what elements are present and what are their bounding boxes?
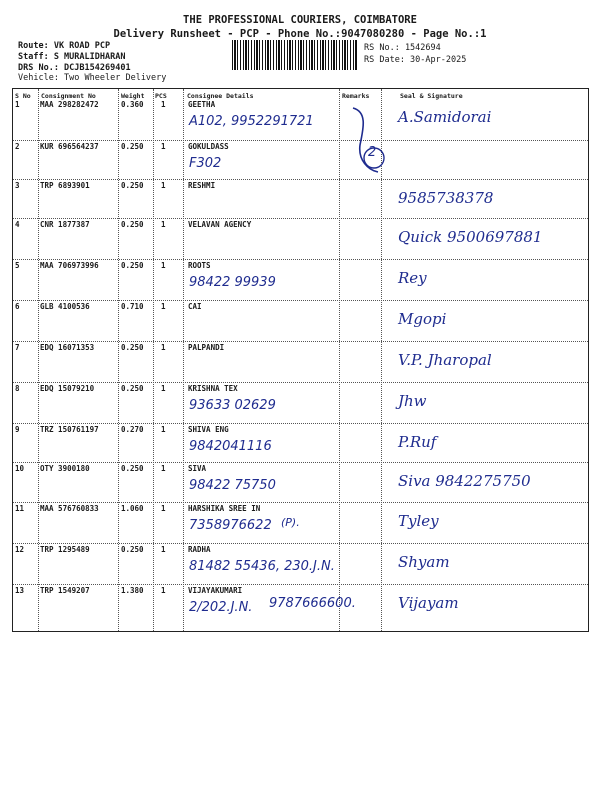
- row-consignment-no: TRP 1549207: [40, 586, 90, 595]
- row-signature: A.Samidorai: [398, 108, 492, 126]
- row-weight: 0.250: [121, 545, 144, 554]
- row-consignee-name: GOKULDASS: [188, 142, 229, 151]
- row-weight: 0.270: [121, 425, 144, 434]
- row-sno: 9: [15, 425, 20, 434]
- col-consignment: Consignment No: [41, 92, 96, 100]
- row-pcs: 1: [161, 504, 166, 513]
- row-signature: Tyley: [398, 512, 439, 530]
- runsheet-title: Delivery Runsheet - PCP - Phone No.:9047080280 - Page No.:1: [113, 28, 487, 40]
- row-pcs: 1: [161, 343, 166, 352]
- row-weight: 0.360: [121, 100, 144, 109]
- row-weight: 0.250: [121, 261, 144, 270]
- row-divider: [13, 259, 588, 260]
- col-remarks: Remarks: [342, 92, 370, 100]
- vehicle-label: Vehicle: Two Wheeler Delivery: [18, 73, 167, 83]
- row-sno: 8: [15, 384, 20, 393]
- row-pcs: 1: [161, 302, 166, 311]
- row-consignee-name: SHIVA ENG: [188, 425, 229, 434]
- row-consignment-no: OTY 3900180: [40, 464, 90, 473]
- row-handwritten-note: 98422 99939: [189, 275, 276, 290]
- row-consignment-no: GLB 4100536: [40, 302, 90, 311]
- row-consignee-name: RESHMI: [188, 181, 216, 190]
- row-handwritten-note: 93633 02629: [189, 398, 276, 413]
- row-consignee-name: PALPANDI: [188, 343, 225, 352]
- row-signature: P.Ruf: [398, 433, 437, 451]
- row-signature: Rey: [398, 269, 427, 287]
- rs-no: RS No.: 1542694: [364, 43, 441, 53]
- row-consignment-no: MAA 706973996: [40, 261, 99, 270]
- row-consignee-name: GEETHA: [188, 100, 216, 109]
- col-sno: S No: [15, 92, 31, 100]
- row-pcs: 1: [161, 261, 166, 270]
- row-consignment-no: EDQ 16071353: [40, 343, 95, 352]
- row-sno: 11: [15, 504, 25, 513]
- row-consignee-name: SIVA: [188, 464, 207, 473]
- remarks-scribble: [338, 100, 398, 180]
- row-handwritten-note: A102, 9952291721: [189, 114, 314, 129]
- rs-date: RS Date: 30-Apr-2025: [364, 55, 467, 65]
- row-divider: [13, 423, 588, 424]
- row-handwritten-note: 98422 75750: [189, 478, 276, 493]
- row-sno: 2: [15, 142, 20, 151]
- row-consignee-name: VIJAYAKUMARI: [188, 586, 243, 595]
- row-consignment-no: KUR 696564237: [40, 142, 99, 151]
- row-signature: Jhw: [398, 392, 427, 410]
- row-consignment-no: EDQ 15079210: [40, 384, 95, 393]
- row-sno: 3: [15, 181, 20, 190]
- row-divider: [13, 462, 588, 463]
- col-consignee: Consignee Details: [187, 92, 254, 100]
- row-divider: [13, 382, 588, 383]
- row-pcs: 1: [161, 181, 166, 190]
- row-weight: 0.710: [121, 302, 144, 311]
- row13-phone: 9787666600.: [269, 596, 356, 611]
- row-signature: Vijayam: [398, 594, 459, 612]
- row-pcs: 1: [161, 586, 166, 595]
- row-weight: 0.250: [121, 384, 144, 393]
- row-consignee-name: VELAVAN AGENCY: [188, 220, 252, 229]
- row-consignment-no: MAA 298282472: [40, 100, 99, 109]
- row-divider: [13, 140, 588, 141]
- row-divider: [13, 218, 588, 219]
- row-weight: 0.250: [121, 181, 144, 190]
- col-seal: Seal & Signature: [400, 92, 463, 100]
- row-divider: [13, 584, 588, 585]
- row-sno: 7: [15, 343, 20, 352]
- row-pcs: 1: [161, 220, 166, 229]
- row-consignment-no: TRZ 150761197: [40, 425, 99, 434]
- row-consignee-name: RADHA: [188, 545, 211, 554]
- row-consignment-no: TRP 6893901: [40, 181, 90, 190]
- row-consignee-name: KRISHNA TEX: [188, 384, 238, 393]
- row-pcs: 1: [161, 384, 166, 393]
- row-divider: [13, 341, 588, 342]
- row-consignee-name: HARSHIKA SREE IN: [188, 504, 261, 513]
- row-consignment-no: MAA 576760833: [40, 504, 99, 513]
- row-handwritten-note: F302: [189, 156, 222, 171]
- row-divider: [13, 502, 588, 503]
- row-consignment-no: CNR 1877387: [40, 220, 90, 229]
- row-pcs: 1: [161, 464, 166, 473]
- row-weight: 1.380: [121, 586, 144, 595]
- col-weight: Weight: [121, 92, 145, 100]
- row-pcs: 1: [161, 100, 166, 109]
- row-sno: 13: [15, 586, 25, 595]
- row-weight: 0.250: [121, 142, 144, 151]
- row-sno: 6: [15, 302, 20, 311]
- col-pcs: PCS: [155, 92, 167, 100]
- row-handwritten-note: 7358976622: [189, 518, 272, 533]
- row-sno: 5: [15, 261, 20, 270]
- staff-label: Staff: S MURALIDHARAN: [18, 52, 126, 62]
- barcode: [232, 40, 358, 70]
- row-signature: Quick 9500697881: [398, 228, 543, 246]
- row-handwritten-note: 2/202.J.N.: [189, 600, 253, 615]
- row-divider: [13, 300, 588, 301]
- row-divider: [13, 179, 588, 180]
- company-title: THE PROFESSIONAL COURIERS, COIMBATORE: [183, 14, 417, 26]
- row-weight: 1.060: [121, 504, 144, 513]
- drs-label: DRS No.: DCJB154269401: [18, 63, 131, 73]
- row-pcs: 1: [161, 545, 166, 554]
- row-weight: 0.250: [121, 464, 144, 473]
- row-signature: V.P. Jharopal: [398, 351, 492, 369]
- row-sno: 10: [15, 464, 25, 473]
- row-sno: 4: [15, 220, 20, 229]
- runsheet-table: [12, 88, 589, 632]
- row-signature: 9585738378: [398, 189, 494, 207]
- row-consignment-no: TRP 1295489: [40, 545, 90, 554]
- row-sno: 12: [15, 545, 25, 554]
- row-consignee-name: ROOTS: [188, 261, 211, 270]
- row-handwritten-note: 81482 55436, 230.J.N.: [189, 559, 335, 574]
- row-pcs: 1: [161, 425, 166, 434]
- row-handwritten-note: 9842041116: [189, 439, 272, 454]
- row-sno: 1: [15, 100, 20, 109]
- row-consignee-name: CAI: [188, 302, 202, 311]
- row-signature: Shyam: [398, 553, 450, 571]
- row-divider: [13, 543, 588, 544]
- row-pcs: 1: [161, 142, 166, 151]
- row-weight: 0.250: [121, 343, 144, 352]
- row-weight: 0.250: [121, 220, 144, 229]
- route-label: Route: VK ROAD PCP: [18, 41, 111, 51]
- row-signature: Siva 9842275750: [398, 472, 531, 490]
- remark-mark: 2: [368, 145, 377, 160]
- row11-mark: (P).: [281, 516, 300, 529]
- row-signature: Mgopi: [398, 310, 447, 328]
